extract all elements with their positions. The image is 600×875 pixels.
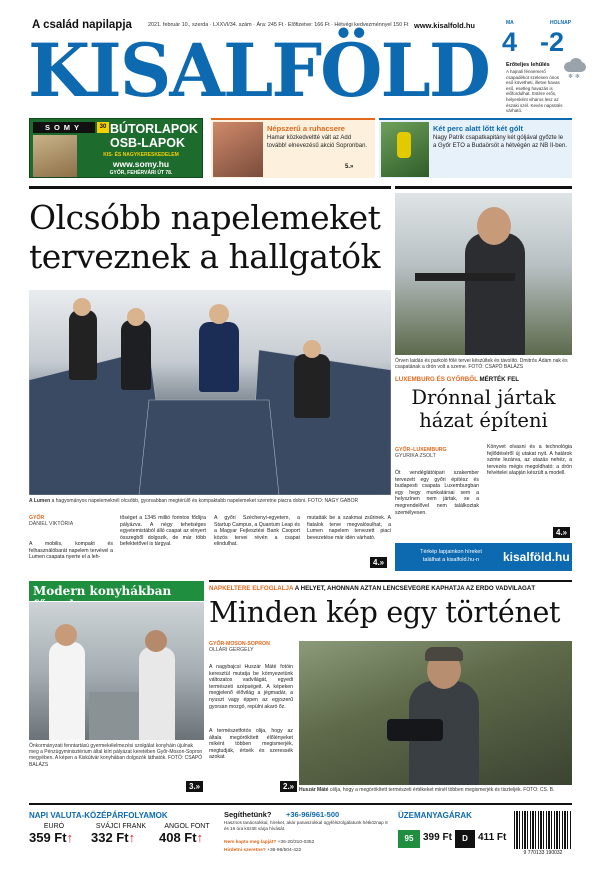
somy-brand: SOMY <box>33 122 95 133</box>
teaser-football[interactable] <box>379 118 572 178</box>
kitchen-header <box>29 581 204 601</box>
somy-line1: BÚTORLAPOK <box>110 122 198 136</box>
football-photo <box>381 122 429 177</box>
promo-banner[interactable] <box>395 543 572 571</box>
drone-author: GYURIKA ZSOLT <box>395 453 436 459</box>
kitchen-page-ref[interactable]: 3.» <box>186 781 203 792</box>
teaser2-title: Két perc alatt lőtt két gólt <box>433 124 524 133</box>
kitchen-caption: Önkormányzati fenntartású gyermekélelmezési szolgálat konyháin újulnak meg a Pénzügyminisztérium által kiírt pályázat keretében Győr-Moson-Sopron megyében. A képen a Kiskútvár konyhában dolgozók láthatók. FOTÓ: CSAPÓ BALÁZS <box>29 743 203 768</box>
fuel-diesel-price: 411 Ft <box>478 832 507 843</box>
photographer-caption: Huszár Máté célja, hogy a megörökített természeti értékeket minél többen megismerjék és tiszteljék. FOTÓ: CS. B. <box>299 787 555 793</box>
petrol-pump-icon: 95 <box>398 830 420 848</box>
drone-photo <box>395 193 572 355</box>
lead-column4: mutatták be a szakmai zsűrinek. A fiatalok terve megvalósulhat, a Lumen napelem tervezett piaci bevezetése már idén várható. <box>307 515 391 541</box>
up-arrow-icon: ↑ <box>196 830 204 845</box>
teaser1-page: 5.» <box>345 164 354 170</box>
help-title: Segíthetünk? <box>224 810 272 819</box>
teaser-clothes-swap[interactable] <box>211 118 375 178</box>
drone-location: GYŐR–LUXEMBURG <box>395 447 447 453</box>
issue-line: 2021. február 10., szerda · LXXVI/34. szám · Ára: 245 Ft · Előfizetve: 166 Ft · Hétvégi kedvezménnyel 150 Ft <box>148 22 409 28</box>
drone-text2: Könyvet olvasni és a technológia fejlődéséről új utakat nyit. A határok szinte lezárva, az utazás nehéz, a tervezés mégis megoldható: a drón felvételei alapján készült a modell. <box>487 444 572 477</box>
weather-max-temp: 4 <box>502 27 518 57</box>
somy-url[interactable]: www.somy.hu <box>112 159 170 169</box>
promo-logo: kisalföld.hu <box>503 550 570 564</box>
weather-headline: Erőteljes lehűlés <box>506 62 550 68</box>
photo-story-rule <box>209 580 572 582</box>
currency-list <box>29 823 214 853</box>
teaser1-title: Népszerű a ruhacsere <box>267 124 345 133</box>
photo-story-kicker: NAPKELTÉRE ELFOGLALJA A HELYET, AHONNAN AZTÁN LENCSEVÉGRE KAPHATJA AZ ERDŐ VADVILÁGÁT <box>209 585 536 592</box>
wood-panel-image <box>33 135 77 177</box>
photo-story-headline: Minden kép egy történet <box>209 596 561 629</box>
weather-text: A hajnali fénnemerő csapadékot szelesen ónos eső követheti, illetve havas eső, esetleg havazás is előfordulhat. Estére erős, helyenként viharos lesz az északi szél. Kevés napsütés várható. <box>506 69 563 114</box>
somy-ad[interactable] <box>29 118 203 178</box>
solar-panel-photo <box>29 290 391 495</box>
photo-story-author: OLLÁRI GERGELY <box>209 647 254 653</box>
fuel-petrol-price: 399 Ft <box>423 832 452 843</box>
clothes-photo <box>213 122 263 177</box>
teaser2-text: Nagy Patrik csapatkapitány két góljával győzte le a Győr ETO a Budaörsöt a hétvégén az NB II-ben. <box>433 135 567 149</box>
help-subscription: Nem kapta meg lapját? +36-20/310-0352 <box>224 840 315 845</box>
lead-rule <box>29 186 391 189</box>
cloud-snow-icon: ❄ ❄ <box>562 58 590 78</box>
photo-story-column1: A nagybajcsi Huszár Máté fotóin keresztül mutatja be környezetünk változatos vadvilágát, egyedi természeti szépségeit. A képeken megjelenő élővilág a jégmadár, a nyuszt vagy éppen az egyszerű gyorsan mozgó, repülni akaró őz. <box>209 664 293 710</box>
help-phone[interactable]: +36-96/961-500 <box>286 810 340 819</box>
diesel-pump-icon: D <box>455 830 475 848</box>
lead-column3: A győri Széchenyi-egyetem, a Startup Campus, a Quantum Leap és a Magyar Fejlesztési Bank Csoport közös tervei révén a csapat elindulhat. <box>214 515 300 548</box>
lead-column2: tőséget a 1345 millió forintos fődíjra pályázva. A négy tehetséges egyetemistából álló csapat az elnyert összegből dolgozik, de már több befektetővel is tárgyal. <box>120 515 206 548</box>
photographer-photo <box>299 641 572 785</box>
weather-tomorrow-label: HOLNAP <box>550 20 572 26</box>
kitchen-header-text: Modern konyhákban <box>33 584 172 598</box>
tagline: A család napilapja <box>32 19 132 31</box>
weather-min-temp: -2 <box>540 27 565 57</box>
currency-item-chf: SVÁJCI FRANK 332 Ft↑ <box>91 823 147 845</box>
drone-page-ref[interactable]: 4.» <box>553 527 570 538</box>
weather-today-label: MA <box>506 20 514 26</box>
somy-line2: OSB-LAPOK <box>110 136 185 150</box>
barcode <box>514 811 572 861</box>
up-arrow-icon: ↑ <box>128 830 136 845</box>
photo-story-column2: A természetfotós olija, hogy az általa megörökített élőlényeket miként többen megismerjék, megtudják, értsék és szeressék azokat. <box>209 728 293 761</box>
somy-line3: KIS- ÉS NAGYKERESKEDELEM <box>103 152 179 158</box>
masthead-title: KISALFÖLD <box>28 28 489 114</box>
fuel-header: ÜZEMANYAGÁRAK <box>398 811 472 820</box>
somy-number-badge: 30 <box>97 122 109 133</box>
somy-address: GYŐR, FEHÉRVÁRI ÚT 78. <box>109 170 173 176</box>
currency-item-gbp: ANGOL FONT 408 Ft↑ <box>159 823 210 845</box>
footer-rule <box>29 803 572 805</box>
currency-header: NAPI VALUTA-KÖZÉPÁRFOLYAMOK <box>29 811 168 820</box>
up-arrow-icon: ↑ <box>66 830 74 845</box>
drone-photo-caption: Örven laidás és parkoló fölé tervei készültek és távolító. Dmitrós Ádám nak és csapatának a drón volt a szeme. FOTÓ: CSAPÓ BALÁZS <box>395 358 568 371</box>
lead-author: DÁNIEL VIKTÓRIA <box>29 521 74 527</box>
barcode-number: 9 770133 190032 <box>523 850 563 856</box>
lead-headline: Olcsóbb napelemeket terveznek a hallgatók <box>29 198 381 276</box>
help-text: Hasznos tanácsokkal, híreket, akár panaszokkal ügyfélszolgálatunk hétköznap 8 és 16 óra között várja hívását. <box>224 820 388 831</box>
help-advertising: Hirdetni szeretne? +36-96/504-422 <box>224 848 302 853</box>
lead-location: GYŐR <box>29 515 45 521</box>
photo-story-page-ref[interactable]: 2.» <box>280 781 297 792</box>
website-link[interactable]: www.kisalfold.hu <box>414 21 475 30</box>
lead-column1: A mobilis, kompakt és felhasználóbarát napelem tervével a Lumen csapata nyerte el a leh- <box>29 541 113 561</box>
photo-story-location: GYŐR-MOSON-SOPRON <box>209 641 270 647</box>
promo-text: Térkép lapjainkon híreket találhat a kisalfold.hu-n <box>420 549 482 563</box>
help-box <box>224 808 394 866</box>
drone-text1: Öt vendéglátóipari szakember tervezett egy győri építész és budapesti csapata Luxemburgban egy hegy munkatársai sem a helyszínen nem jártak, se a megrendelővel nem találkoztak személyesen. <box>395 470 479 516</box>
currency-item-euro: EURÓ 359 Ft↑ <box>29 823 74 845</box>
drone-rule <box>395 186 572 189</box>
lead-photo-caption: A Lumen a hagyományos napelemeknél olcsóbb, gyorsabban megtérülő és kompaktabb napelemeket szeretne piacra dobni. FOTÓ: NAGY GÁBOR <box>29 498 359 504</box>
kitchen-photo <box>29 602 204 740</box>
teaser1-text: Hamar közkedveltté vált az Add tovább! elnevezésű akció Sopronban. <box>267 135 368 149</box>
drone-kicker: LUXEMBURG ÉS GYŐRBŐL MÉRTÉK FEL <box>395 376 520 383</box>
lead-page-ref[interactable]: 4.» <box>370 557 387 568</box>
drone-headline: Drónnal jártak házat építeni <box>411 386 556 432</box>
